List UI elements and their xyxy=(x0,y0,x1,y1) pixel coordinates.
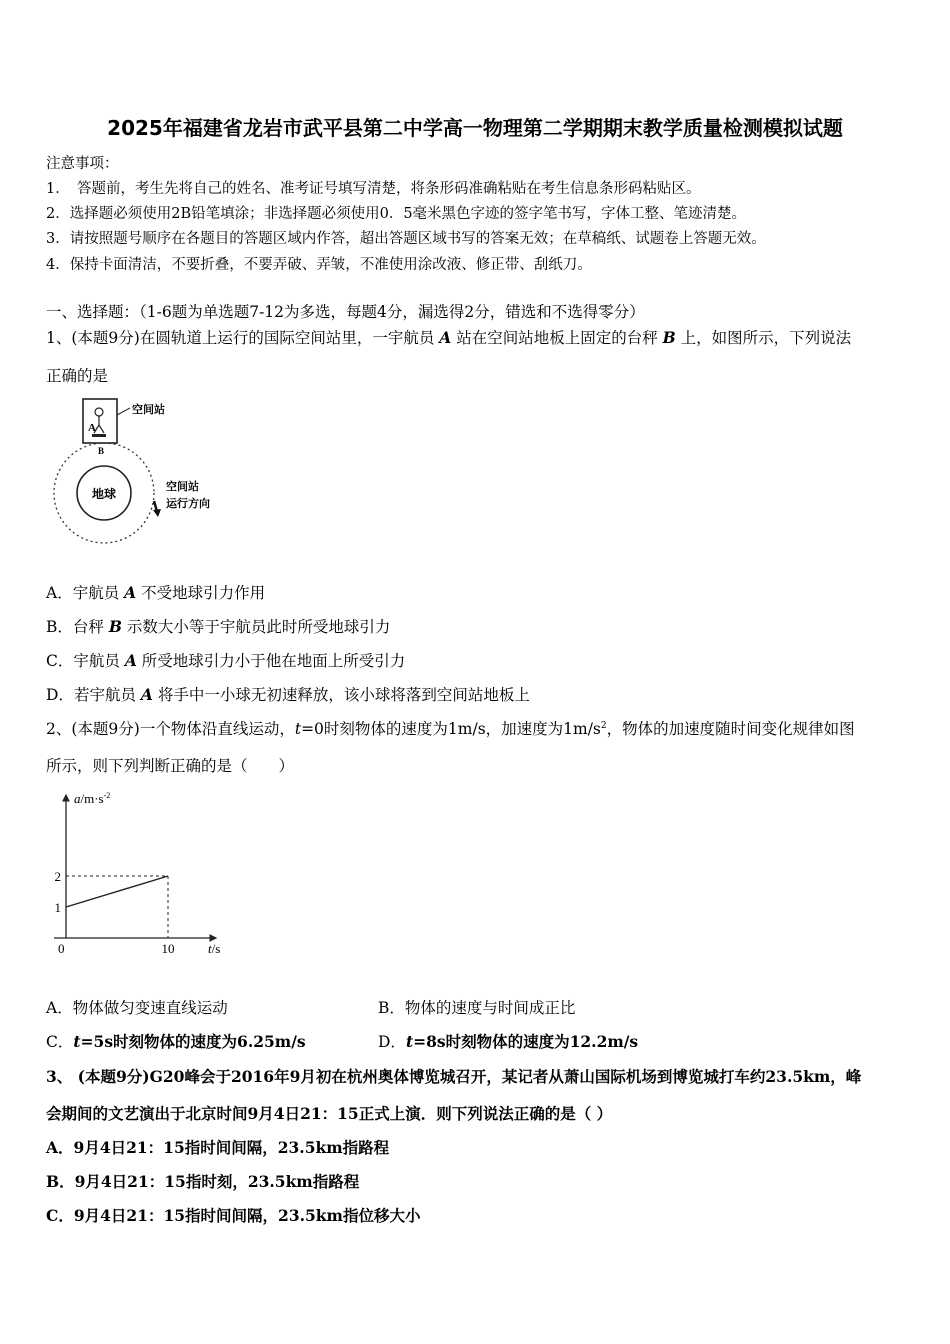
q2-option-d[interactable]: D．t=8s时刻物体的速度为12.2m/s xyxy=(378,1032,639,1051)
q2-chart xyxy=(46,787,236,957)
direction-label: 运行方向 xyxy=(166,498,210,510)
q2-option-a[interactable]: A．物体做匀变速直线运动 xyxy=(46,999,228,1017)
q3-option-c[interactable]: C．9月4日21：15指时间间隔，23.5km指位移大小 xyxy=(46,1206,421,1225)
q3-option-a[interactable]: A．9月4日21：15指时间间隔，23.5km指路程 xyxy=(46,1138,390,1157)
notice-item: 4．保持卡面清洁，不要折叠，不要弄破、弄皱，不准使用涂改液、修正带、刮纸刀。 xyxy=(46,257,592,273)
y-axis-label: $a/m\cdot s^{-2}$ xyxy=(74,791,111,806)
astronaut-label: A xyxy=(88,422,96,434)
q1-option-b[interactable]: B．台秤 B 示数大小等于宇航员此时所受地球引力 xyxy=(46,617,391,636)
x-axis-label: t/s xyxy=(208,941,221,956)
section-heading: 一、选择题：（1-6题为单选题7-12为多选，每题4分，漏选得2分，错选和不选得零分） xyxy=(46,303,645,321)
y-tick-label: 2 xyxy=(54,869,61,884)
station-label: 空间站 xyxy=(132,404,165,416)
notice-item: 1． 答题前，考生先将自己的姓名、准考证号填写清楚，将条形码准确粘贴在考生信息条形码粘贴区。 xyxy=(46,181,701,197)
notice-item: 2．选择题必须使用2B铅笔填涂；非选择题必须使用0．5毫米黑色字迹的签字笔书写，字体工整、笔迹清楚。 xyxy=(46,206,747,222)
notice-heading: 注意事项： xyxy=(46,156,119,172)
q2-option-b[interactable]: B．物体的速度与时间成正比 xyxy=(378,999,576,1017)
scale-label: B xyxy=(98,446,105,456)
x-tick-label: 0 xyxy=(58,941,65,956)
q1-stem: 1、(本题9分)在圆轨道上运行的国际空间站里，一宇航员 A 站在空间站地板上固定的台秤 B 上，如图所示，下列说法 xyxy=(46,328,852,347)
x-tick-label: 10 xyxy=(161,941,175,956)
notice-item: 3．请按照题号顺序在各题目的答题区域内作答，超出答题区域书写的答案无效；在草稿纸、试题卷上答题无效。 xyxy=(46,231,766,247)
earth-label: 地球 xyxy=(91,487,117,501)
leader-line xyxy=(117,408,130,415)
page-title: 2025年福建省龙岩市武平县第二中学高一物理第二学期期末教学质量检测模拟试题 xyxy=(107,116,843,140)
q2-option-c[interactable]: C．t=5s时刻物体的速度为6.25m/s xyxy=(46,1032,306,1051)
q1-stem-line2: 正确的是 xyxy=(46,367,109,385)
scale-plate xyxy=(92,434,106,437)
direction-label: 空间站 xyxy=(166,481,199,493)
q1-option-c[interactable]: C．宇航员 A 所受地球引力小于他在地面上所受引力 xyxy=(46,651,406,670)
y-tick-label: 1 xyxy=(54,900,61,915)
q3-option-b[interactable]: B．9月4日21：15指时刻，23.5km指路程 xyxy=(46,1172,360,1191)
q2-stem-line2: 所示，则下列判断正确的是（ ） xyxy=(46,757,295,775)
q1-figure-space-station xyxy=(46,393,246,563)
direction-arrow-head xyxy=(153,509,161,517)
data-series-line xyxy=(66,876,168,907)
q3-stem-line2: 会期间的文艺演出于北京时间9月4日21：15正式上演．则下列说法正确的是（ ） xyxy=(46,1104,613,1123)
q3-stem: 3、 (本题9分)G20峰会于2016年9月初在杭州奥体博览城召开，某记者从萧山国际机场到博览城打车约23.5km，峰 xyxy=(46,1067,862,1086)
q1-option-a[interactable]: A．宇航员 A 不受地球引力作用 xyxy=(46,583,266,602)
q2-stem: 2、(本题9分)一个物体沿直线运动，t=0时刻物体的速度为1m/s，加速度为$1m/s^2$，物体的加速度随时间变化规律如图 xyxy=(46,720,855,738)
q1-option-d[interactable]: D．若宇航员 A 将手中一小球无初速释放，该小球将落到空间站地板上 xyxy=(46,685,530,704)
